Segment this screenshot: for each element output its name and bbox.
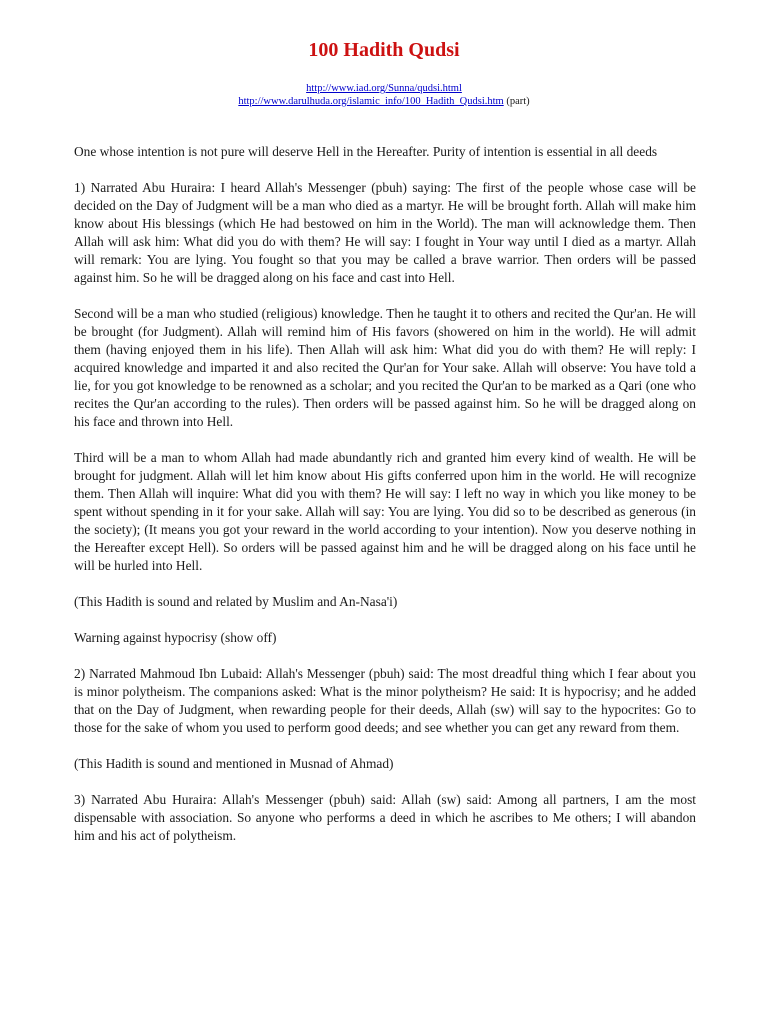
source-link-iad[interactable]: http://www.iad.org/Sunna/qudsi.html (306, 83, 462, 94)
body-paragraph: Third will be a man to whom Allah had made abundantly rich and granted him every kind of wealth. He will be brought for judgment. Allah will let him know about His gifts conferred upon him in the world. He will recognize them. Then Allah will inquire: What did you with them? He will say: I left no way in which you like money to be spent without spending in it for your sake. Allah will say: You are lying. You did so to be described as generous (in the society); (It means you got your reward in the world according to your intention). Now you deserve nothing in the Hereafter except Hell). So orders will be passed against him and he will be dragged along on his face until he will be hurled into Hell. (74, 450, 696, 573)
source-link-line (0, 82, 768, 95)
document-body (74, 143, 696, 863)
source-link-suffix: (part) (503, 96, 530, 107)
body-paragraph: One whose intention is not pure will deserve Hell in the Hereafter. Purity of intention is essential in all deeds (74, 144, 658, 159)
body-paragraph: 2) Narrated Mahmoud Ibn Lubaid: Allah's Messenger (pbuh) said: The most dreadful thing which I fear about you is minor polytheism. The companions asked: What is the minor polytheism? He said: It is hypocrisy; and he added that on the Day of Judgment, when rewarding people for their deeds, Allah (sw) will say to the hypocrites: Go to those for the sake of whom you used to perform good deeds; and see whether you can get any reward from them. (74, 666, 696, 735)
body-paragraph: 3) Narrated Abu Huraira: Allah's Messenger (pbuh) said: Allah (sw) said: Among all partners, I am the most dispensable with association. So anyone who performs a deed in which he ascribes to Me others; I will abandon him and his act of polytheism. (74, 792, 696, 843)
body-paragraph: Second will be a man who studied (religious) knowledge. Then he taught it to others and recited the Qur'an. He will be brought (for Judgment). Allah will remind him of His favors (showered on him in the world). He will admit them (having enjoyed them in his life). Then Allah will ask him: What did you do with them? He will reply: I acquired knowledge and imparted it and also recited the Qur'an for Your sake. Allah will observe: You have told a lie, for you got knowledge to be renowned as a scholar; and you recited the Qur'an to be marked as a Qari (one who recites the Qur'an according to the rules). Then orders will be passed against him. So he will be dragged along on his face and thrown into Hell. (74, 306, 696, 429)
source-links (0, 82, 768, 108)
body-paragraph: 1) Narrated Abu Huraira: I heard Allah's Messenger (pbuh) saying: The first of the people whose case will be decided on the Day of Judgment will be a man who died as a martyr. He will be brought forth. Allah will make him know about His blessings (which He had bestowed on him in the World). The man will acknowledge them. Then Allah will ask him: What did you do with them? He will say: I fought in Your way until I died as a martyr. Allah will remark: You are lying. You fought so that you may be called a brave warrior. Then orders will be passed against him. So he will be dragged along on his face and cast into Hell. (74, 180, 696, 285)
body-paragraph: (This Hadith is sound and related by Muslim and An-Nasa'i) (74, 594, 398, 609)
body-paragraph: (This Hadith is sound and mentioned in Musnad of Ahmad) (74, 756, 394, 771)
body-paragraph: Warning against hypocrisy (show off) (74, 630, 277, 645)
source-link-line (0, 95, 768, 108)
source-link-darulhuda[interactable]: http://www.darulhuda.org/islamic_info/100_Hadith_Qudsi.htm (238, 96, 504, 107)
document-title: 100 Hadith Qudsi (308, 39, 460, 61)
